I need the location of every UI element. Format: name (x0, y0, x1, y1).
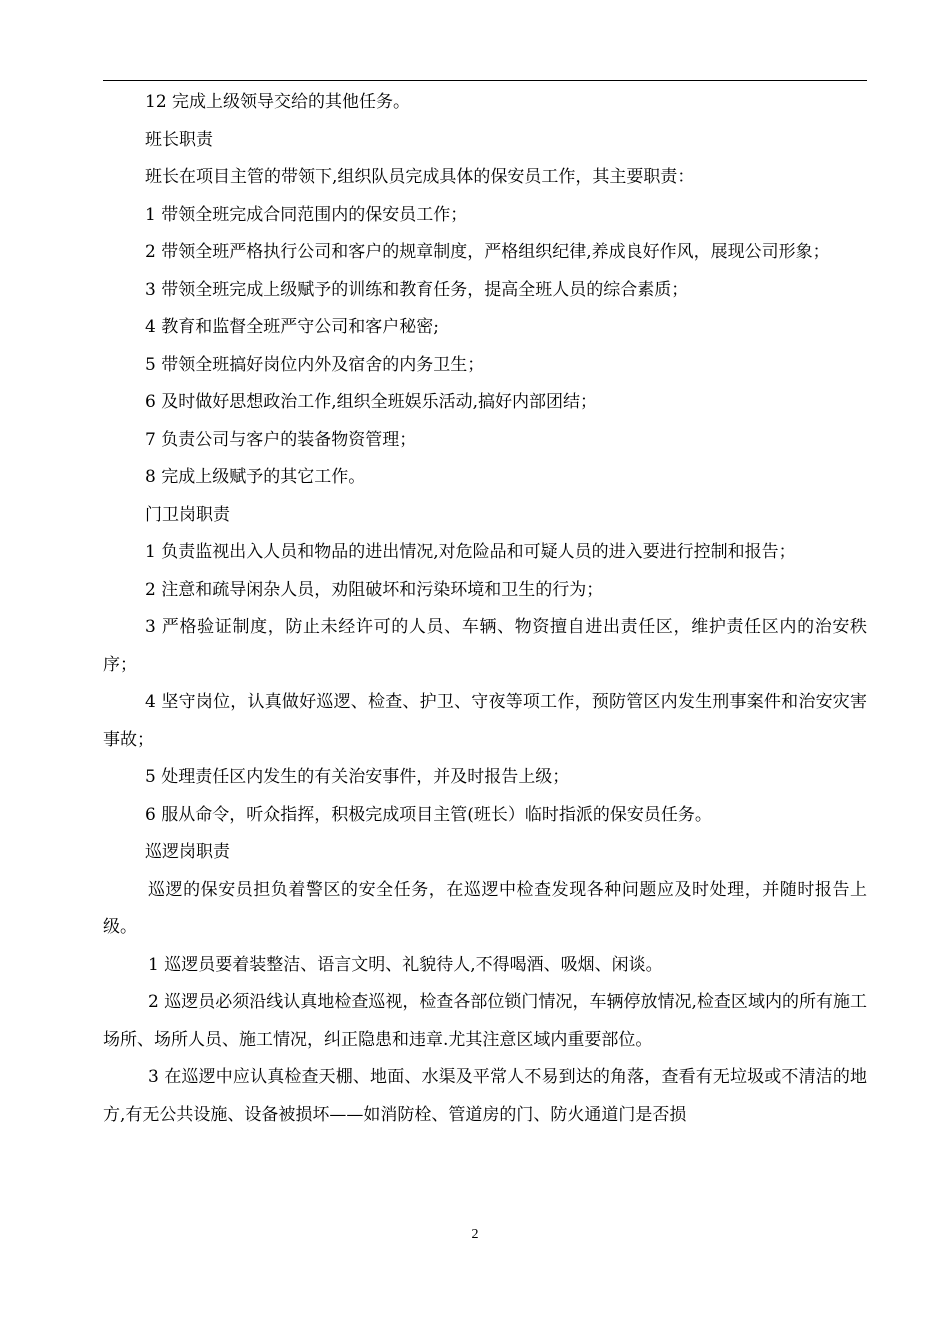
section-heading: 门卫岗职责 (145, 504, 230, 525)
page-number: 2 (471, 1227, 479, 1242)
header-rule (103, 80, 867, 81)
paragraph: 4 教育和监督全班严守公司和客户秘密; (145, 317, 439, 337)
paragraph: 3 严格验证制度，防止未经许可的人员、车辆、物资擅自进出责任区，维护责任区内的治安秩序； (103, 617, 867, 675)
paragraph: 1 巡逻员要着装整洁、语言文明、礼貌待人,不得喝酒、吸烟、闲谈。 (148, 954, 663, 975)
paragraph: 6 及时做好思想政治工作,组织全班娱乐活动,搞好内部团结； (145, 392, 598, 412)
paragraph: 2 巡逻员必须沿线认真地检查巡视，检查各部位锁门情况，车辆停放情况,检查区域内的所有施工场所、场所人员、施工情况，纠正隐患和违章.尤其注意区域内重要部位。 (103, 992, 867, 1050)
paragraph: 5 带领全班搞好岗位内外及宿舍的内务卫生； (145, 354, 485, 375)
section-heading: 巡逻岗职责 (145, 842, 230, 862)
paragraph: 4 坚守岗位，认真做好巡逻、检查、护卫、守夜等项工作，预防管区内发生刑事案件和治安灾害事故； (103, 692, 867, 750)
paragraph: 7 负责公司与客户的装备物资管理； (145, 429, 417, 450)
paragraph: 3 在巡逻中应认真检查天棚、地面、水渠及平常人不易到达的角落，查看有无垃圾或不清洁的地方,有无公共设施、设备被损坏——如消防栓、管道房的门、防火通道门是否损 (103, 1067, 867, 1125)
paragraph: 2 注意和疏导闲杂人员，劝阻破坏和污染环境和卫生的行为； (145, 579, 604, 600)
section-heading: 班长职责 (145, 129, 213, 150)
paragraph: 巡逻的保安员担负着警区的安全任务，在巡逻中检查发现各种问题应及时处理，并随时报告上级。 (103, 879, 867, 937)
paragraph: 2 带领全班严格执行公司和客户的规章制度，严格组织纪律,养成良好作风，展现公司形象； (145, 242, 830, 262)
paragraph: 6 服从命令，听众指挥，积极完成项目主管(班长）临时指派的保安员任务。 (145, 804, 712, 825)
paragraph: 班长在项目主管的带领下,组织队员完成具体的保安员工作，其主要职责： (145, 167, 695, 187)
paragraph: 3 带领全班完成上级赋予的训练和教育任务，提高全班人员的综合素质； (145, 279, 689, 300)
paragraph: 1 带领全班完成合同范围内的保安员工作； (145, 204, 468, 225)
paragraph: 12 完成上级领导交给的其他任务。 (145, 92, 411, 112)
paragraph: 8 完成上级赋予的其它工作。 (145, 467, 366, 487)
paragraph: 1 负责监视出入人员和物品的进出情况,对危险品和可疑人员的进入要进行控制和报告； (145, 542, 796, 562)
paragraph: 5 处理责任区内发生的有关治安事件，并及时报告上级； (145, 767, 570, 787)
document-body (103, 84, 867, 1134)
